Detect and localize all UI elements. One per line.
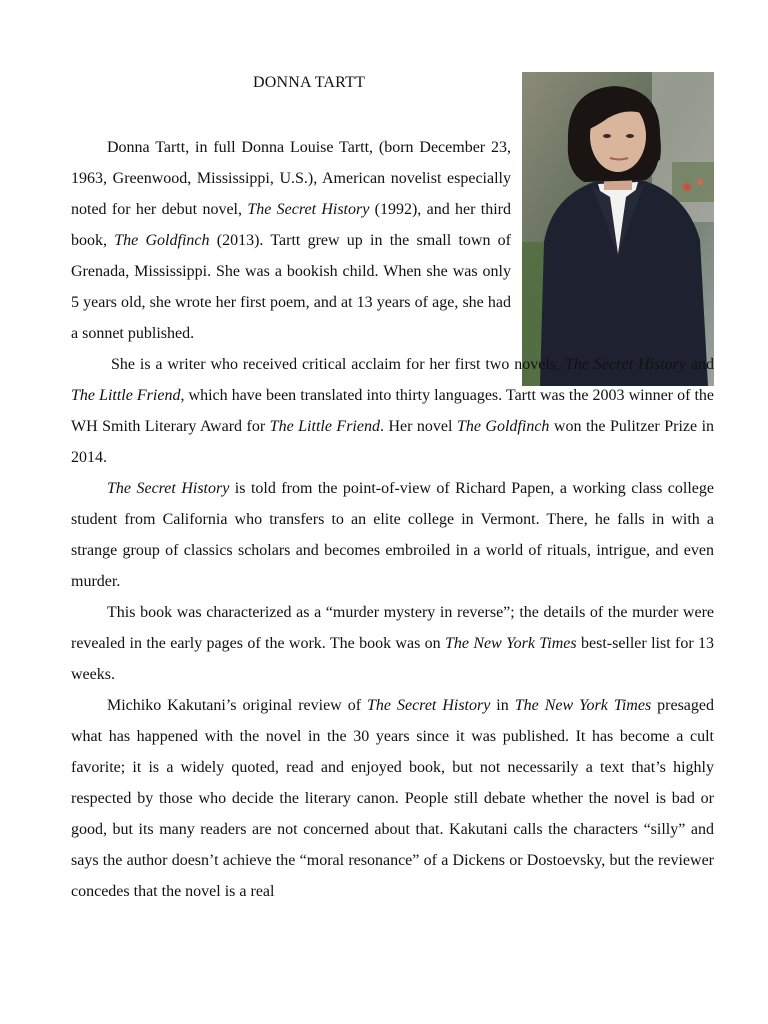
paragraph-1: Donna Tartt, in full Donna Louise Tartt, (born December 23, 1963, Greenwood, Mississippi, U.S.), American novelist especially noted for her debut novel, The Secret History (1992), and her third book, The Goldfinch (2013). Tartt grew up in the small town of Grenada, Mississippi. She was a bookish child. When she was only 5 years old, she wrote her first poem, and at 13 years of age, she had a sonnet published. xyxy=(71,139,512,342)
article-body xyxy=(71,132,714,907)
document-title: DONNA TARTT xyxy=(252,74,366,91)
paragraph-4: This book was characterized as a “murder mystery in reverse”; the details of the murder were revealed in the early pages of the work. The book was on The New York Times best-seller list for 13 weeks. xyxy=(71,604,715,683)
paragraph-3: The Secret History is told from the point-of-view of Richard Papen, a working class college student from California who transfers to an elite college in Vermont. There, he falls in with a strange group of classics scholars and becomes embroiled in a world of rituals, intrigue, and even murder. xyxy=(71,480,714,590)
paragraph-5: Michiko Kakutani’s original review of The Secret History in The New York Times presaged what has happened with the novel in the 30 years since it was published. It has become a cult favorite; it is a widely quoted, read and enjoyed book, but not necessarily a text that’s highly respected by those who decide the literary canon. People still debate whether the novel is bad or good, but its many readers are not concerned about that. Kakutani calls the characters “silly” and says the author doesn’t achieve the “moral resonance” of a Dickens or Dostoevsky, but the reviewer concedes that the novel is a real xyxy=(71,697,715,900)
paragraph-2: She is a writer who received critical acclaim for her first two novels, The Secret History and The Little Friend, which have been translated into thirty languages. Tartt was the 2003 winner of the WH Smith Literary Award for The Little Friend. Her novel The Goldfinch won the Pulitzer Prize in 2014. xyxy=(71,356,715,466)
